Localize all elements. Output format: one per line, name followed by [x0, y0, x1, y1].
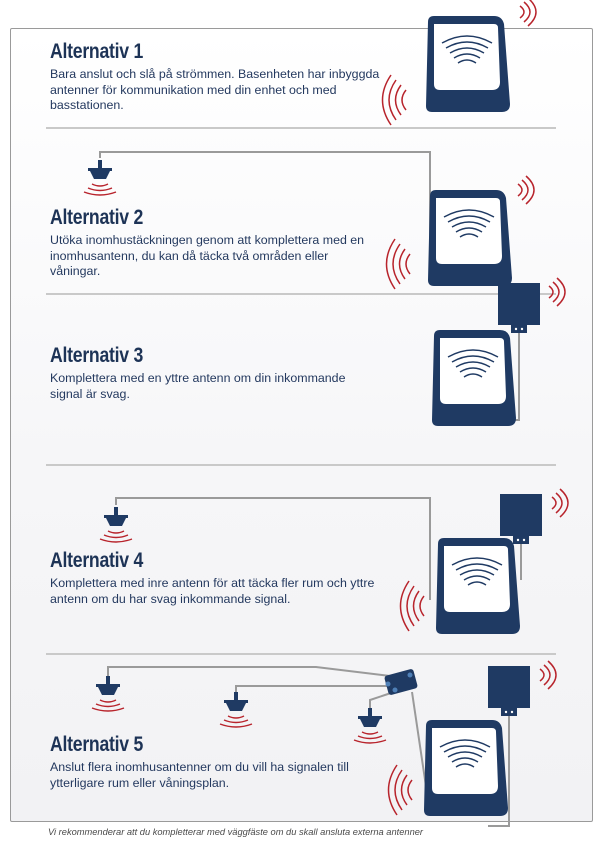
signal-waves-1a [520, 0, 536, 26]
signal-waves-5b [389, 765, 413, 815]
outdoor-antenna-5 [488, 666, 530, 716]
cable-5a [108, 667, 390, 676]
base-unit-1 [426, 16, 510, 112]
option-description: Anslut flera inomhusantenner om du vill ha signalen till ytterligare rum eller våningsplan. [50, 760, 349, 790]
indoor-antenna-5a [92, 676, 124, 711]
signal-waves-4a [552, 489, 568, 517]
signal-waves-5a [540, 661, 556, 689]
signal-waves-3a [549, 278, 565, 306]
option-title: Alternativ 1 [50, 40, 144, 63]
signal-waves-1b [383, 75, 407, 125]
option-title: Alternativ 3 [50, 344, 144, 367]
option-1 [50, 40, 380, 114]
option-description: Bara anslut och slå på strömmen. Basenheten har inbyggda antenner för kommunikation med din enhet och med basstationen. [50, 67, 380, 112]
indoor-antenna-5b [220, 692, 252, 727]
option-5 [50, 733, 350, 791]
option-title: Alternativ 5 [50, 733, 144, 756]
signal-waves-2b [387, 239, 411, 289]
option-description: Utöka inomhustäckningen genom att komplettera med en inomhusantenn, du kan då täcka två områden eller våningar. [50, 233, 365, 278]
option-3 [50, 344, 380, 402]
option-description: Komplettera med inre antenn för att täcka fler rum och yttre antenn om du har svag inkommande signal. [50, 576, 375, 606]
base-unit-4 [436, 538, 520, 634]
signal-waves-2a [518, 176, 534, 204]
option-title: Alternativ 4 [50, 549, 144, 572]
base-unit-3 [432, 330, 516, 426]
cable-5b [236, 686, 390, 692]
option-2 [50, 206, 380, 280]
splitter [384, 668, 418, 695]
indoor-antenna-4 [100, 507, 132, 542]
indoor-antenna-5c [354, 708, 386, 743]
footnote: Vi rekommenderar att du kompletterar med väggfäste om du skall ansluta externa antenner [48, 827, 424, 837]
option-title: Alternativ 2 [50, 206, 144, 229]
option-description: Komplettera med en yttre antenn om din inkommande signal är svag. [50, 371, 346, 401]
base-unit-5 [424, 720, 508, 816]
indoor-antenna-2 [84, 160, 116, 195]
option-4 [50, 549, 380, 607]
base-unit-2 [428, 190, 512, 286]
outdoor-antenna-3 [498, 283, 540, 333]
signal-waves-4b [401, 581, 425, 631]
outdoor-antenna-4 [500, 494, 542, 544]
